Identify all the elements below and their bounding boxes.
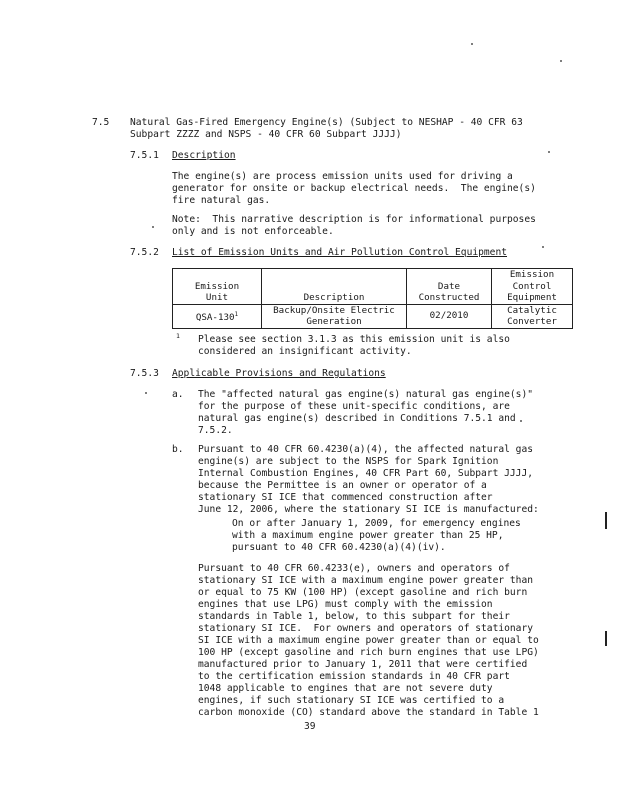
table-header-row <box>173 269 573 305</box>
col-header-emission-unit: Emission Unit <box>173 269 262 305</box>
subsection-heading-provisions: Applicable Provisions and Regulations <box>172 368 386 379</box>
subsection-number-751: 7.5.1 <box>130 150 159 161</box>
item-b-label: b. <box>172 444 184 455</box>
description-line: generator for onsite or backup electrical needs. The engine(s) <box>172 183 536 194</box>
item-a-line: The "affected natural gas engine(s) natural gas engine(s)" <box>198 389 534 400</box>
item-a-line: for the purpose of these unit-specific conditions, are <box>198 401 510 412</box>
scan-speck <box>548 151 550 153</box>
cont-line: 1048 applicable to engines that are not severe duty <box>198 683 493 694</box>
col-header-description: Description <box>262 269 407 305</box>
item-a-line: 7.5.2. <box>198 425 233 436</box>
subsection-number-753: 7.5.3 <box>130 368 159 379</box>
item-b-line: because the Permittee is an owner or operator of a <box>198 480 487 491</box>
page-number: 39 <box>304 721 316 732</box>
scan-speck <box>520 420 522 422</box>
item-b-line: engine(s) are subject to the NSPS for Spark Ignition <box>198 456 499 467</box>
section-number: 7.5 <box>92 117 110 128</box>
section-title-line-1: Natural Gas-Fired Emergency Engine(s) (Subject to NESHAP - 40 CFR 63 <box>130 117 523 128</box>
cont-line: SI ICE with a maximum engine power greater than or equal to <box>198 635 539 646</box>
note-line: Note: This narrative description is for informational purposes <box>172 214 536 225</box>
cont-line: carbon monoxide (CO) standard above the standard in Table 1 <box>198 707 539 718</box>
cont-line: 100 HP (except gasoline and rich burn engines that use LPG) <box>198 647 539 658</box>
cont-line: stationary SI ICE with a maximum engine power greater than <box>198 575 534 586</box>
subsection-heading-emission-units: List of Emission Units and Air Pollution Control Equipment <box>172 247 508 258</box>
item-b-line: stationary SI ICE that commenced construction after <box>198 492 493 503</box>
col-header-control-equipment: Emission Control Equipment <box>492 269 573 305</box>
emission-units-table <box>172 268 573 329</box>
cont-line: engines, if such stationary SI ICE was certified to a <box>198 695 505 706</box>
col-header-date-constructed: Date Constructed <box>407 269 492 305</box>
footnote-line: considered an insignificant activity. <box>198 346 412 357</box>
item-b-line: Internal Combustion Engines, 40 CFR Part 60, Subpart JJJJ, <box>198 468 534 479</box>
scan-speck <box>542 246 544 248</box>
subsection-number-752: 7.5.2 <box>130 247 159 258</box>
footnote-line: Please see section 3.1.3 as this emission unit is also <box>198 334 510 345</box>
cont-line: to the certification emission standards in 40 CFR part <box>198 671 510 682</box>
cell-date: 02/2010 <box>407 304 492 328</box>
cont-line: standards in Table 1, below, to this subpart for their <box>198 611 510 622</box>
note-line: only and is not enforceable. <box>172 226 334 237</box>
cont-line: engines that use LPG) must comply with the emission <box>198 599 493 610</box>
cont-line: or equal to 75 KW (100 HP) (except gasoline and rich burn <box>198 587 528 598</box>
quote-line: with a maximum engine power greater than 25 HP, <box>232 530 504 541</box>
revision-bar <box>605 631 607 646</box>
subsection-heading-description: Description <box>172 150 236 161</box>
scan-speck <box>152 226 154 228</box>
quote-line: On or after January 1, 2009, for emergency engines <box>232 518 521 529</box>
item-b-line: Pursuant to 40 CFR 60.4230(a)(4), the affected natural gas <box>198 444 534 455</box>
revision-bar <box>605 512 607 529</box>
cont-line: manufactured prior to January 1, 2011 that were certified <box>198 659 528 670</box>
section-title-line-2: Subpart ZZZZ and NSPS - 40 CFR 60 Subpart JJJJ) <box>130 129 402 140</box>
cont-line: stationary SI ICE. For owners and operators of stationary <box>198 623 534 634</box>
description-line: fire natural gas. <box>172 195 271 206</box>
cell-emission-unit: QSA-$130^1$ <box>173 304 262 328</box>
footnote-mark: 1 <box>176 332 180 340</box>
cell-description: Backup/Onsite Electric Generation <box>262 304 407 328</box>
item-a-line: natural gas engine(s) described in Conditions 7.5.1 and <box>198 413 516 424</box>
scan-speck <box>471 43 473 45</box>
item-a-label: a. <box>172 389 184 400</box>
item-b-line: June 12, 2006, where the stationary SI ICE is manufactured: <box>198 504 539 515</box>
cont-line: Pursuant to 40 CFR 60.4233(e), owners and operators of <box>198 563 510 574</box>
cell-control-equipment: Catalytic Converter <box>492 304 573 328</box>
scan-speck <box>560 60 562 62</box>
table-row <box>173 304 573 328</box>
scan-speck <box>145 392 147 394</box>
description-line: The engine(s) are process emission units used for driving a <box>172 171 513 182</box>
quote-line: pursuant to 40 CFR 60.4230(a)(4)(iv). <box>232 542 446 553</box>
